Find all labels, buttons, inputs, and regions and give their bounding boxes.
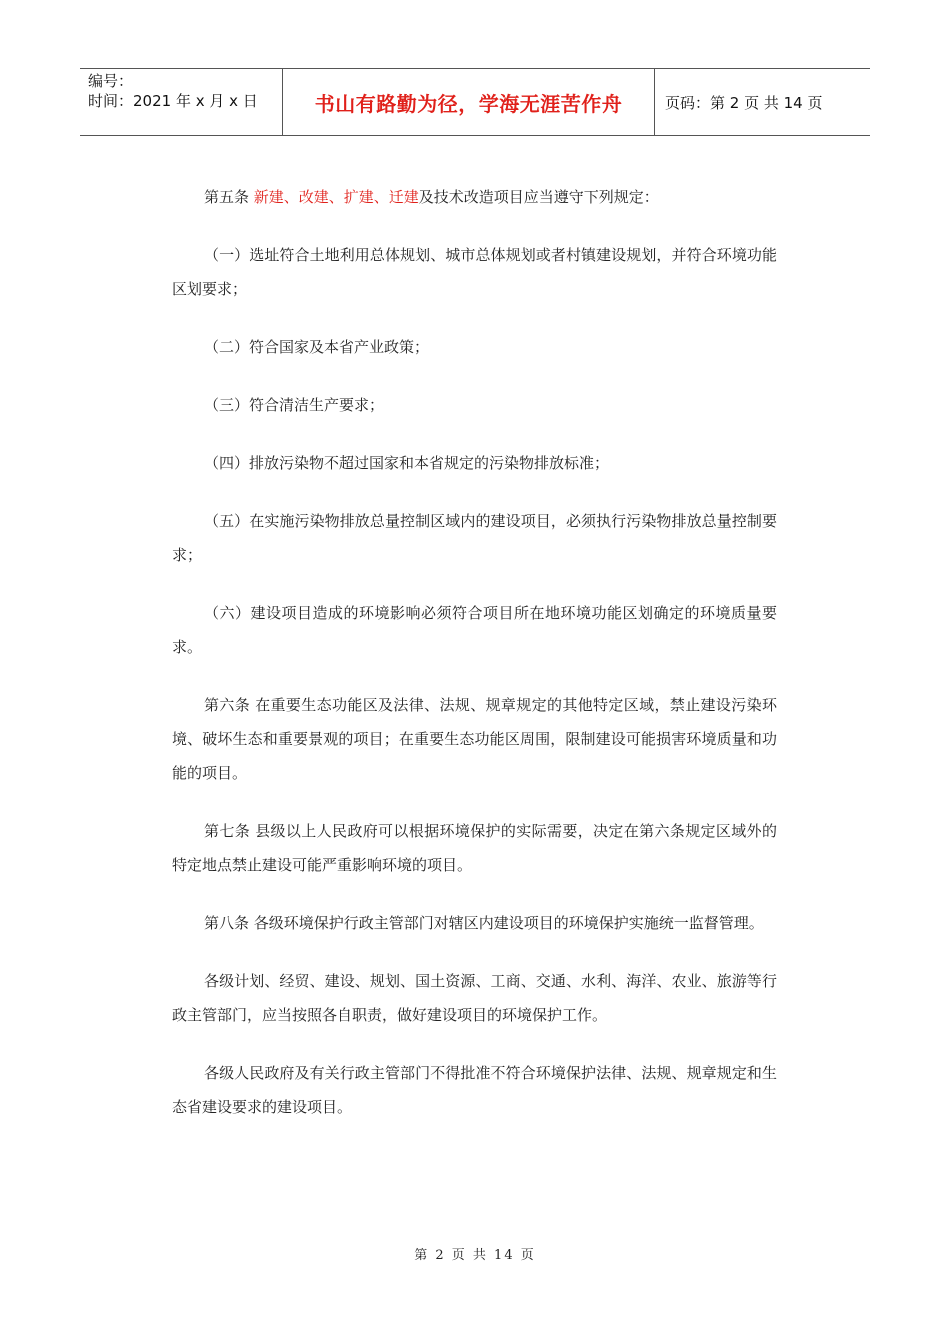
header-motto-cell xyxy=(282,69,655,135)
article-5-rest: 及技术改造项目应当遵守下列规定： xyxy=(418,188,659,206)
clause-3: （三）符合清洁生产要求； xyxy=(204,396,385,414)
article-7: 第七条 县级以上人民政府可以根据环境保护的实际需要，决定在第六条规定区域外的特定地点禁止建设可能严重影响环境的项目。 xyxy=(172,822,777,874)
clause-4: （四）排放污染物不超过国家和本省规定的污染物排放标准； xyxy=(204,454,610,472)
article-5-prefix: 第五条 xyxy=(204,188,254,206)
article-5-highlight: 新建、改建、扩建、迁建 xyxy=(253,188,419,206)
motto-text: 书山有路勤为径，学海无涯苦作舟 xyxy=(314,91,623,116)
document-body xyxy=(172,180,777,1148)
article-8: 第八条 各级环境保护行政主管部门对辖区内建设项目的环境保护实施统一监督管理。 xyxy=(204,914,764,932)
article-8-paragraph-2: 各级计划、经贸、建设、规划、国土资源、工商、交通、水利、海洋、农业、旅游等行政主管部门，应当按照各自职责，做好建设项目的环境保护工作。 xyxy=(172,972,777,1024)
number-label: 编号： xyxy=(88,72,134,90)
article-8-paragraph-3: 各级人民政府及有关行政主管部门不得批准不符合环境保护法律、法规、规章规定和生态省建设要求的建设项目。 xyxy=(172,1064,777,1116)
article-5 xyxy=(172,180,777,214)
header-meta xyxy=(80,69,282,135)
document-header xyxy=(80,68,870,136)
clause-6: （六）建设项目造成的环境影响必须符合项目所在地环境功能区划确定的环境质量要求。 xyxy=(172,604,777,656)
header-page-info xyxy=(655,69,870,135)
time-label: 时间：2021 年 x 月 x 日 xyxy=(88,92,258,110)
clause-1: （一）选址符合土地利用总体规划、城市总体规划或者村镇建设规划，并符合环境功能区划要求； xyxy=(172,246,777,298)
page-info-text: 页码：第 2 页 共 14 页 xyxy=(665,93,823,112)
clause-5: （五）在实施污染物排放总量控制区域内的建设项目，必须执行污染物排放总量控制要求； xyxy=(172,512,777,564)
clause-2: （二）符合国家及本省产业政策； xyxy=(204,338,430,356)
page-footer: 第 2 页 共 14 页 xyxy=(414,1248,536,1263)
article-6: 第六条 在重要生态功能区及法律、法规、规章规定的其他特定区域，禁止建设污染环境、破坏生态和重要景观的项目；在重要生态功能区周围，限制建设可能损害环境质量和功能的项目。 xyxy=(172,696,777,782)
